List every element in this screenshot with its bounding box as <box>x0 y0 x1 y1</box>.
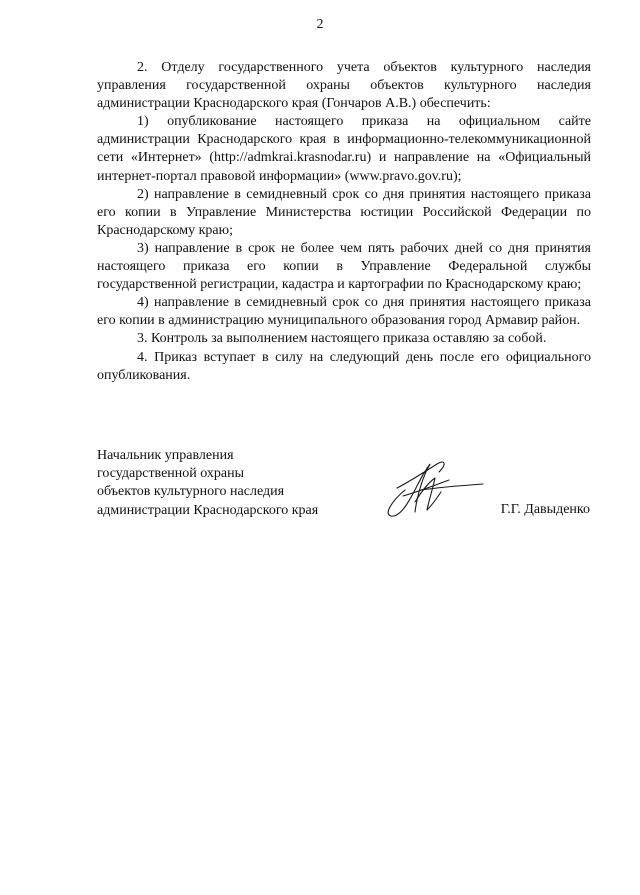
signatory-position-line: государственной охраны <box>97 466 245 482</box>
paragraph-subitem-1: 1) опубликование настоящего приказа на официальном сайте администрации Краснодарского края в информационно-телекоммуникационной сети «Интернет» (http://admkrai.krasnodar.ru) и направление на «Официальный интернет-портал правовой информации» (www.pravo.gov.ru); <box>97 114 591 184</box>
paragraph-subitem-3: 3) направление в срок не более чем пять рабочих дней со дня принятия настоящего приказа его копии в Управление Федеральной службы государственной регистрации, кадастра и картографии по Краснодарскому краю; <box>97 240 591 293</box>
paragraph-item-4: 4. Приказ вступает в силу на следующий день после его официального опубликования. <box>97 349 591 383</box>
paragraph-item-3: 3. Контроль за выполнением настоящего приказа оставляю за собой. <box>137 331 547 347</box>
paragraph-subitem-2: 2) направление в семидневный срок со дня принятия настоящего приказа его копии в Управление Министерства юстиции Российской Федерации по Краснодарскому краю; <box>97 186 591 238</box>
signatory-position-line: объектов культурного наследия <box>97 484 285 500</box>
signatory-name: Г.Г. Давыденко <box>500 502 590 517</box>
signatory-position-line: Начальник управления <box>97 448 234 463</box>
handwritten-signature-icon <box>375 452 485 522</box>
paragraph-item-2: 2. Отделу государственного учета объектов культурного наследия управления государственной охраны объектов культурного наследия администрации Краснодарского края (Гончаров А.В.) обеспечить: <box>97 60 591 112</box>
page-number: 2 <box>316 17 324 32</box>
paragraph-subitem-4: 4) направление в семидневный срок со дня принятия настоящего приказа его копии в администрацию муниципального образования город Армавир район. <box>97 295 591 329</box>
signatory-position <box>97 447 318 520</box>
signatory-position-line: администрации Краснодарского края <box>97 502 319 518</box>
order-body <box>97 59 591 385</box>
